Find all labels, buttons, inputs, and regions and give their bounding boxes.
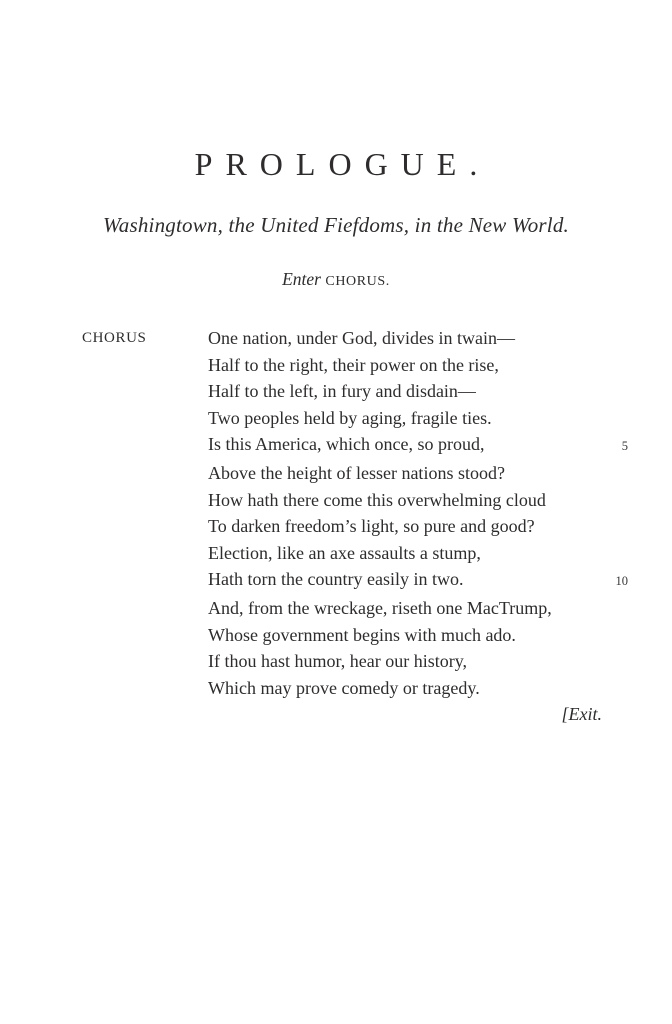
verse-line [208, 622, 628, 649]
verse-line-text: And, from the wreckage, riseth one MacTrump, [208, 597, 552, 618]
verse-line-text: Which may prove comedy or tragedy. [208, 677, 480, 698]
verse-line-number: 5 [621, 439, 628, 454]
verse-line-text: Half to the right, their power on the rise, [208, 354, 499, 375]
verse-line [208, 648, 628, 675]
verse-line-text: Two peoples held by aging, fragile ties. [208, 407, 492, 428]
verse-line-number: 10 [615, 574, 628, 589]
exit-direction: [Exit. [561, 704, 602, 725]
verse-line [208, 431, 628, 460]
verse-line [208, 325, 628, 352]
verse-line [208, 352, 628, 379]
verse-line-text: One nation, under God, divides in twain— [208, 328, 515, 348]
verse-line [208, 540, 628, 567]
verse-block [208, 325, 628, 728]
verse-line [208, 460, 628, 487]
verse-line-text: Half to the left, in fury and disdain— [208, 381, 476, 402]
verse-line [208, 513, 628, 540]
page-title: PROLOGUE. [194, 146, 491, 182]
verse-line-text: Election, like an axe assaults a stump, [208, 542, 481, 563]
scene-setting: Washingtown, the United Fiefdoms, in the New World. [103, 213, 569, 237]
verse-line-text: If thou hast humor, hear our history, [208, 651, 468, 672]
verse-line-text: How hath there come this overwhelming cloud [208, 489, 546, 510]
verse-line [208, 675, 628, 702]
verse-line-text: Whose government begins with much ado. [208, 624, 516, 645]
verse-line-text: Above the height of lesser nations stood? [208, 462, 505, 483]
verse-line-text: Hath torn the country easily in two. [208, 569, 464, 590]
verse-line-text: To darken freedom’s light, so pure and good? [208, 516, 535, 537]
stage-direction-character: CHORUS. [325, 274, 390, 289]
chorus-speech [82, 325, 628, 728]
verse-line [208, 595, 628, 622]
verse-line [208, 566, 628, 595]
verse-line-text: Is this America, which once, so proud, [208, 434, 485, 455]
speaker-label: CHORUS [82, 330, 147, 346]
verse-line [208, 487, 628, 514]
verse-line [208, 378, 628, 405]
verse-line [208, 405, 628, 432]
stage-direction-action: Enter [282, 269, 321, 289]
stage-direction [0, 268, 672, 293]
